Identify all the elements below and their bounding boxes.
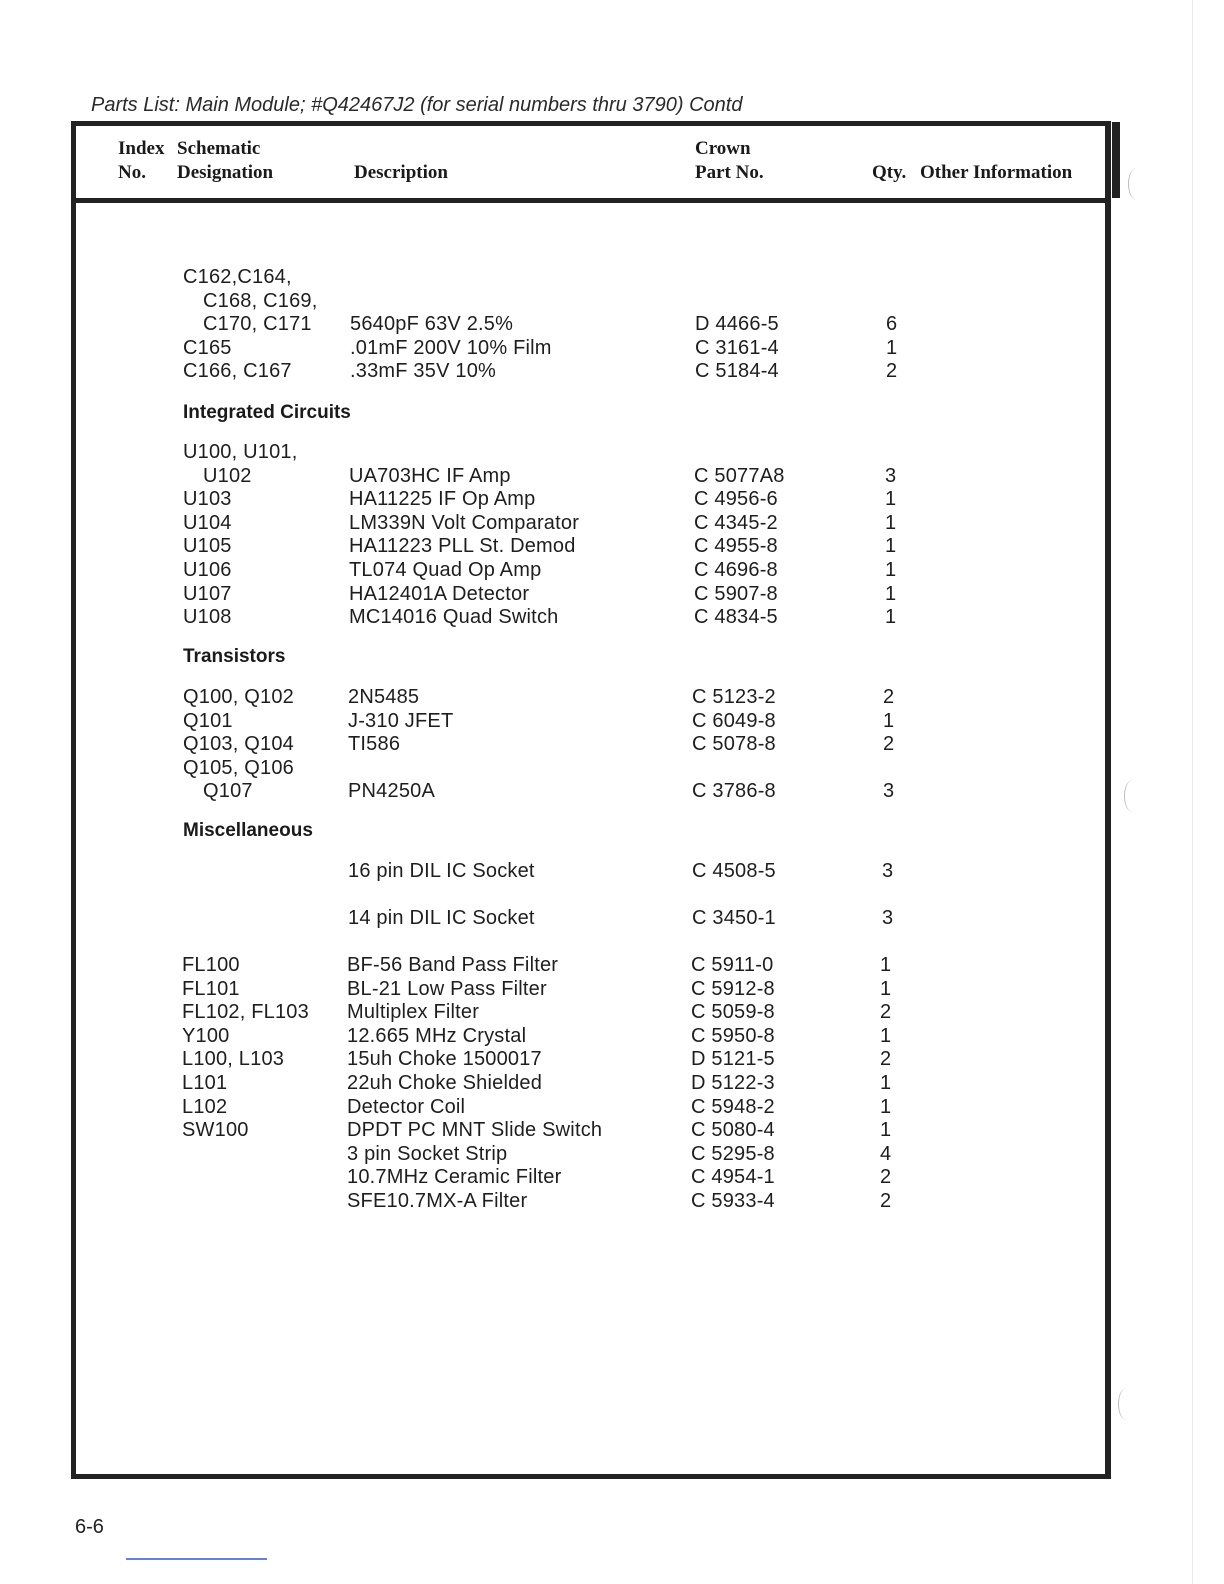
section-miscellaneous: Miscellaneous [183,820,313,841]
part-quantity: 6 [886,313,898,336]
crown-part-number: C 5948-2 [691,1095,775,1118]
schematic-designation: U103 [183,488,232,511]
crown-part-number: C 5123-2 [692,686,776,708]
part-description: .01mF 200V 10% Film [350,336,552,359]
crown-part-number: C 4696-8 [694,559,778,581]
crown-part-number: C 3161-4 [695,336,779,359]
crown-part-number: C 6049-8 [692,709,776,732]
crown-part-number: C 4345-2 [694,511,778,534]
page-edge [1192,0,1193,1584]
part-description: 10.7MHz Ceramic Filter [347,1166,562,1189]
part-description: Detector Coil [347,1095,466,1118]
part-quantity: 2 [880,1190,892,1212]
header-schematic-line1: Schematic [177,138,261,159]
schematic-designation: Q105, Q106 [183,756,294,779]
part-description: HA11223 PLL St. Demod [349,535,576,558]
header-qty: Qty. [872,162,907,183]
page-number: 6-6 [75,1516,104,1538]
footer-rule [126,1558,267,1560]
section-transistors: Transistors [183,646,286,667]
part-description: 5640pF 63V 2.5% [350,313,514,336]
part-description: BL-21 Low Pass Filter [347,977,547,1000]
schematic-designation: U100, U101, [183,441,298,463]
crown-part-number: D 5121-5 [691,1048,775,1071]
crown-part-number: C 4954-1 [691,1166,775,1189]
part-quantity: 1 [885,582,897,605]
part-description: SFE10.7MX-A Filter [347,1190,528,1212]
part-quantity: 3 [882,907,894,930]
part-quantity: 1 [880,954,892,976]
part-description: BF-56 Band Pass Filter [347,954,559,976]
part-quantity: 3 [885,464,897,487]
part-quantity: 1 [886,336,898,359]
crown-part-number: C 5078-8 [692,733,776,756]
schematic-designation: Q100, Q102 [183,686,294,708]
crown-part-number: C 4508-5 [692,860,776,882]
binder-hole [1118,1388,1135,1420]
header-index-line1: Index [118,138,165,159]
schematic-designation: L101 [182,1072,228,1094]
binder-hole [1128,168,1145,200]
part-description: 3 pin Socket Strip [347,1142,508,1165]
page-caption: Parts List: Main Module; #Q42467J2 (for serial numbers thru 3790) Contd [91,94,743,116]
part-quantity: 1 [885,511,897,534]
header-crown-line1: Crown [695,138,751,159]
header-description: Description [354,162,448,183]
part-description: DPDT PC MNT Slide Switch [347,1119,603,1142]
crown-part-number: C 5077A8 [694,464,785,487]
schematic-designation: U105 [183,535,232,558]
part-description: HA12401A Detector [349,582,530,605]
part-quantity: 2 [880,1048,892,1071]
part-description: TL074 Quad Op Amp [349,559,542,581]
part-quantity: 2 [880,1001,892,1024]
part-quantity: 1 [885,488,897,511]
crown-part-number: C 5950-8 [691,1024,775,1047]
schematic-designation: L102 [182,1095,228,1118]
part-quantity: 1 [885,559,897,581]
schematic-designation: U108 [183,606,232,629]
crown-part-number: C 5912-8 [691,977,775,1000]
part-description: 15uh Choke 1500017 [347,1048,542,1071]
part-description: 14 pin DIL IC Socket [348,907,535,930]
schematic-designation: FL102, FL103 [182,1001,309,1024]
part-description: TI586 [348,733,401,756]
schematic-designation: Q101 [183,709,233,732]
schematic-designation: Q107 [203,780,253,803]
part-description: 2N5485 [348,686,420,708]
part-description: Multiplex Filter [347,1001,480,1024]
part-quantity: 1 [880,977,892,1000]
crown-part-number: C 5184-4 [695,360,779,383]
schematic-designation: C166, C167 [183,360,292,383]
crown-part-number: C 5295-8 [691,1142,775,1165]
schematic-designation: FL100 [182,954,240,976]
part-quantity: 3 [883,780,895,803]
part-quantity: 2 [880,1166,892,1189]
part-quantity: 2 [883,686,895,708]
crown-part-number: D 4466-5 [695,313,779,336]
schematic-designation: Q103, Q104 [183,733,294,756]
header-crown-line2: Part No. [695,162,764,183]
part-quantity: 1 [880,1024,892,1047]
binder-hole [1124,780,1141,812]
schematic-designation: SW100 [182,1119,249,1142]
crown-part-number: C 3450-1 [692,907,776,930]
schematic-designation: L100, L103 [182,1048,285,1071]
header-other-information: Other Information [920,162,1073,183]
part-description: 22uh Choke Shielded [347,1072,543,1094]
part-description: 16 pin DIL IC Socket [348,860,535,882]
schematic-designation: C168, C169, [203,289,318,312]
crown-part-number: C 4834-5 [694,606,778,629]
crown-part-number: D 5122-3 [691,1072,775,1094]
crown-part-number: C 3786-8 [692,780,776,803]
section-integrated-circuits: Integrated Circuits [183,402,351,423]
crown-part-number: C 4955-8 [694,535,778,558]
part-quantity: 2 [886,360,898,383]
schematic-designation: U104 [183,511,232,534]
crown-part-number: C 5059-8 [691,1001,775,1024]
schematic-designation: U106 [183,559,232,581]
part-quantity: 1 [885,606,897,629]
schematic-designation: C162,C164, [183,266,292,288]
schematic-designation: FL101 [182,977,240,1000]
part-description: 12.665 MHz Crystal [347,1024,527,1047]
schematic-designation: C165 [183,336,232,359]
crown-part-number: C 5080-4 [691,1119,775,1142]
part-description: LM339N Volt Comparator [349,511,580,534]
part-quantity: 1 [883,709,895,732]
crown-part-number: C 5933-4 [691,1190,775,1212]
part-quantity: 1 [880,1095,892,1118]
schematic-designation: Y100 [182,1024,230,1047]
part-description: HA11225 IF Op Amp [349,488,536,511]
schematic-designation: U102 [203,464,252,487]
crown-part-number: C 4956-6 [694,488,778,511]
part-description: MC14016 Quad Switch [349,606,559,629]
part-quantity: 3 [882,860,894,882]
part-quantity: 4 [880,1142,892,1165]
part-quantity: 1 [880,1072,892,1094]
part-quantity: 1 [885,535,897,558]
header-schematic-line2: Designation [177,162,274,183]
part-quantity: 1 [880,1119,892,1142]
crown-part-number: C 5907-8 [694,582,778,605]
schematic-designation: U107 [183,582,232,605]
header-index-line2: No. [118,162,146,183]
crown-part-number: C 5911-0 [691,954,774,976]
part-description: UA703HC IF Amp [349,464,511,487]
part-description: PN4250A [348,780,436,803]
schematic-designation: C170, C171 [203,313,312,336]
part-description: J-310 JFET [348,709,454,732]
part-description: .33mF 35V 10% [350,360,497,383]
part-quantity: 2 [883,733,895,756]
